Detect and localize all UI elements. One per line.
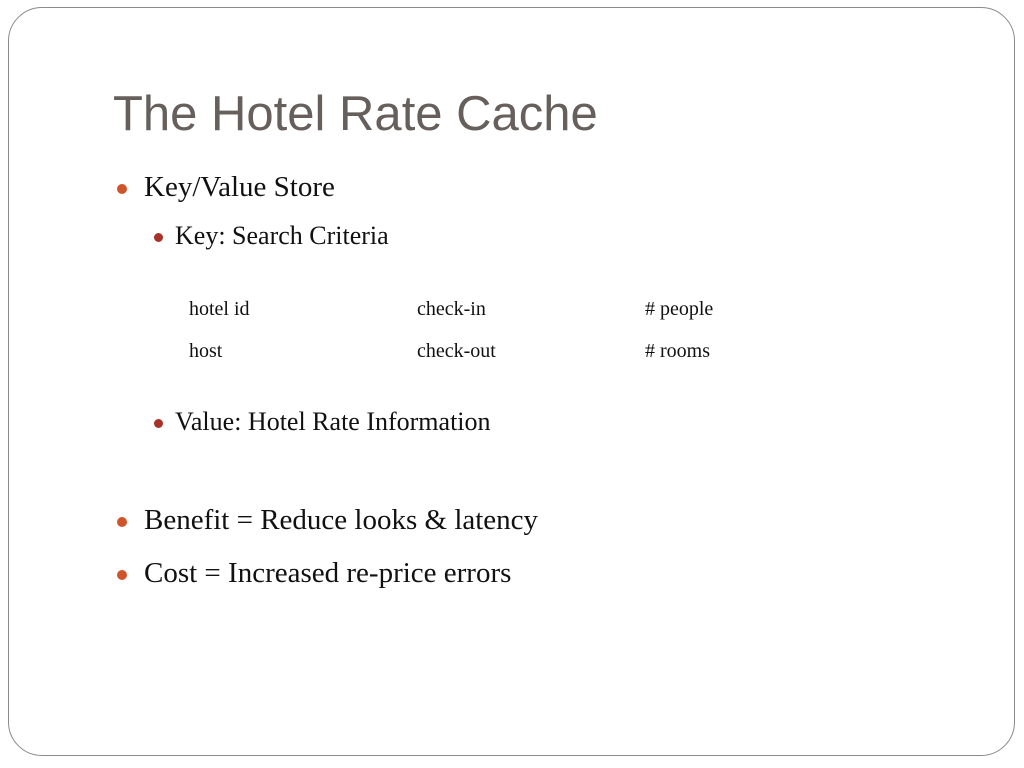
criteria-people: # people [645, 298, 714, 320]
bullet-text: Value: Hotel Rate Information [175, 407, 491, 436]
bullet-dot-icon [117, 517, 127, 527]
bullet-benefit [144, 505, 538, 537]
criteria-check-in: check-in [417, 298, 486, 320]
bullet-dot-icon [117, 570, 127, 580]
criteria-host: host [189, 340, 223, 362]
bullet-dot-icon [154, 233, 163, 242]
criteria-rooms: # rooms [645, 340, 710, 362]
bullet-text: Cost = Increased re-price errors [144, 557, 512, 589]
bullet-kv-store [144, 172, 335, 204]
bullet-text: Benefit = Reduce looks & latency [144, 504, 539, 536]
criteria-hotel-id: hotel id [189, 298, 250, 320]
bullet-cost [144, 558, 511, 590]
bullet-value [175, 408, 491, 437]
bullet-text: Key: Search Criteria [175, 221, 389, 250]
bullet-key [175, 222, 389, 251]
bullet-dot-icon [154, 419, 163, 428]
bullet-dot-icon [117, 184, 127, 194]
slide-title: The Hotel Rate Cache [113, 87, 598, 141]
bullet-text: Key/Value Store [144, 171, 335, 203]
criteria-check-out: check-out [417, 340, 496, 362]
